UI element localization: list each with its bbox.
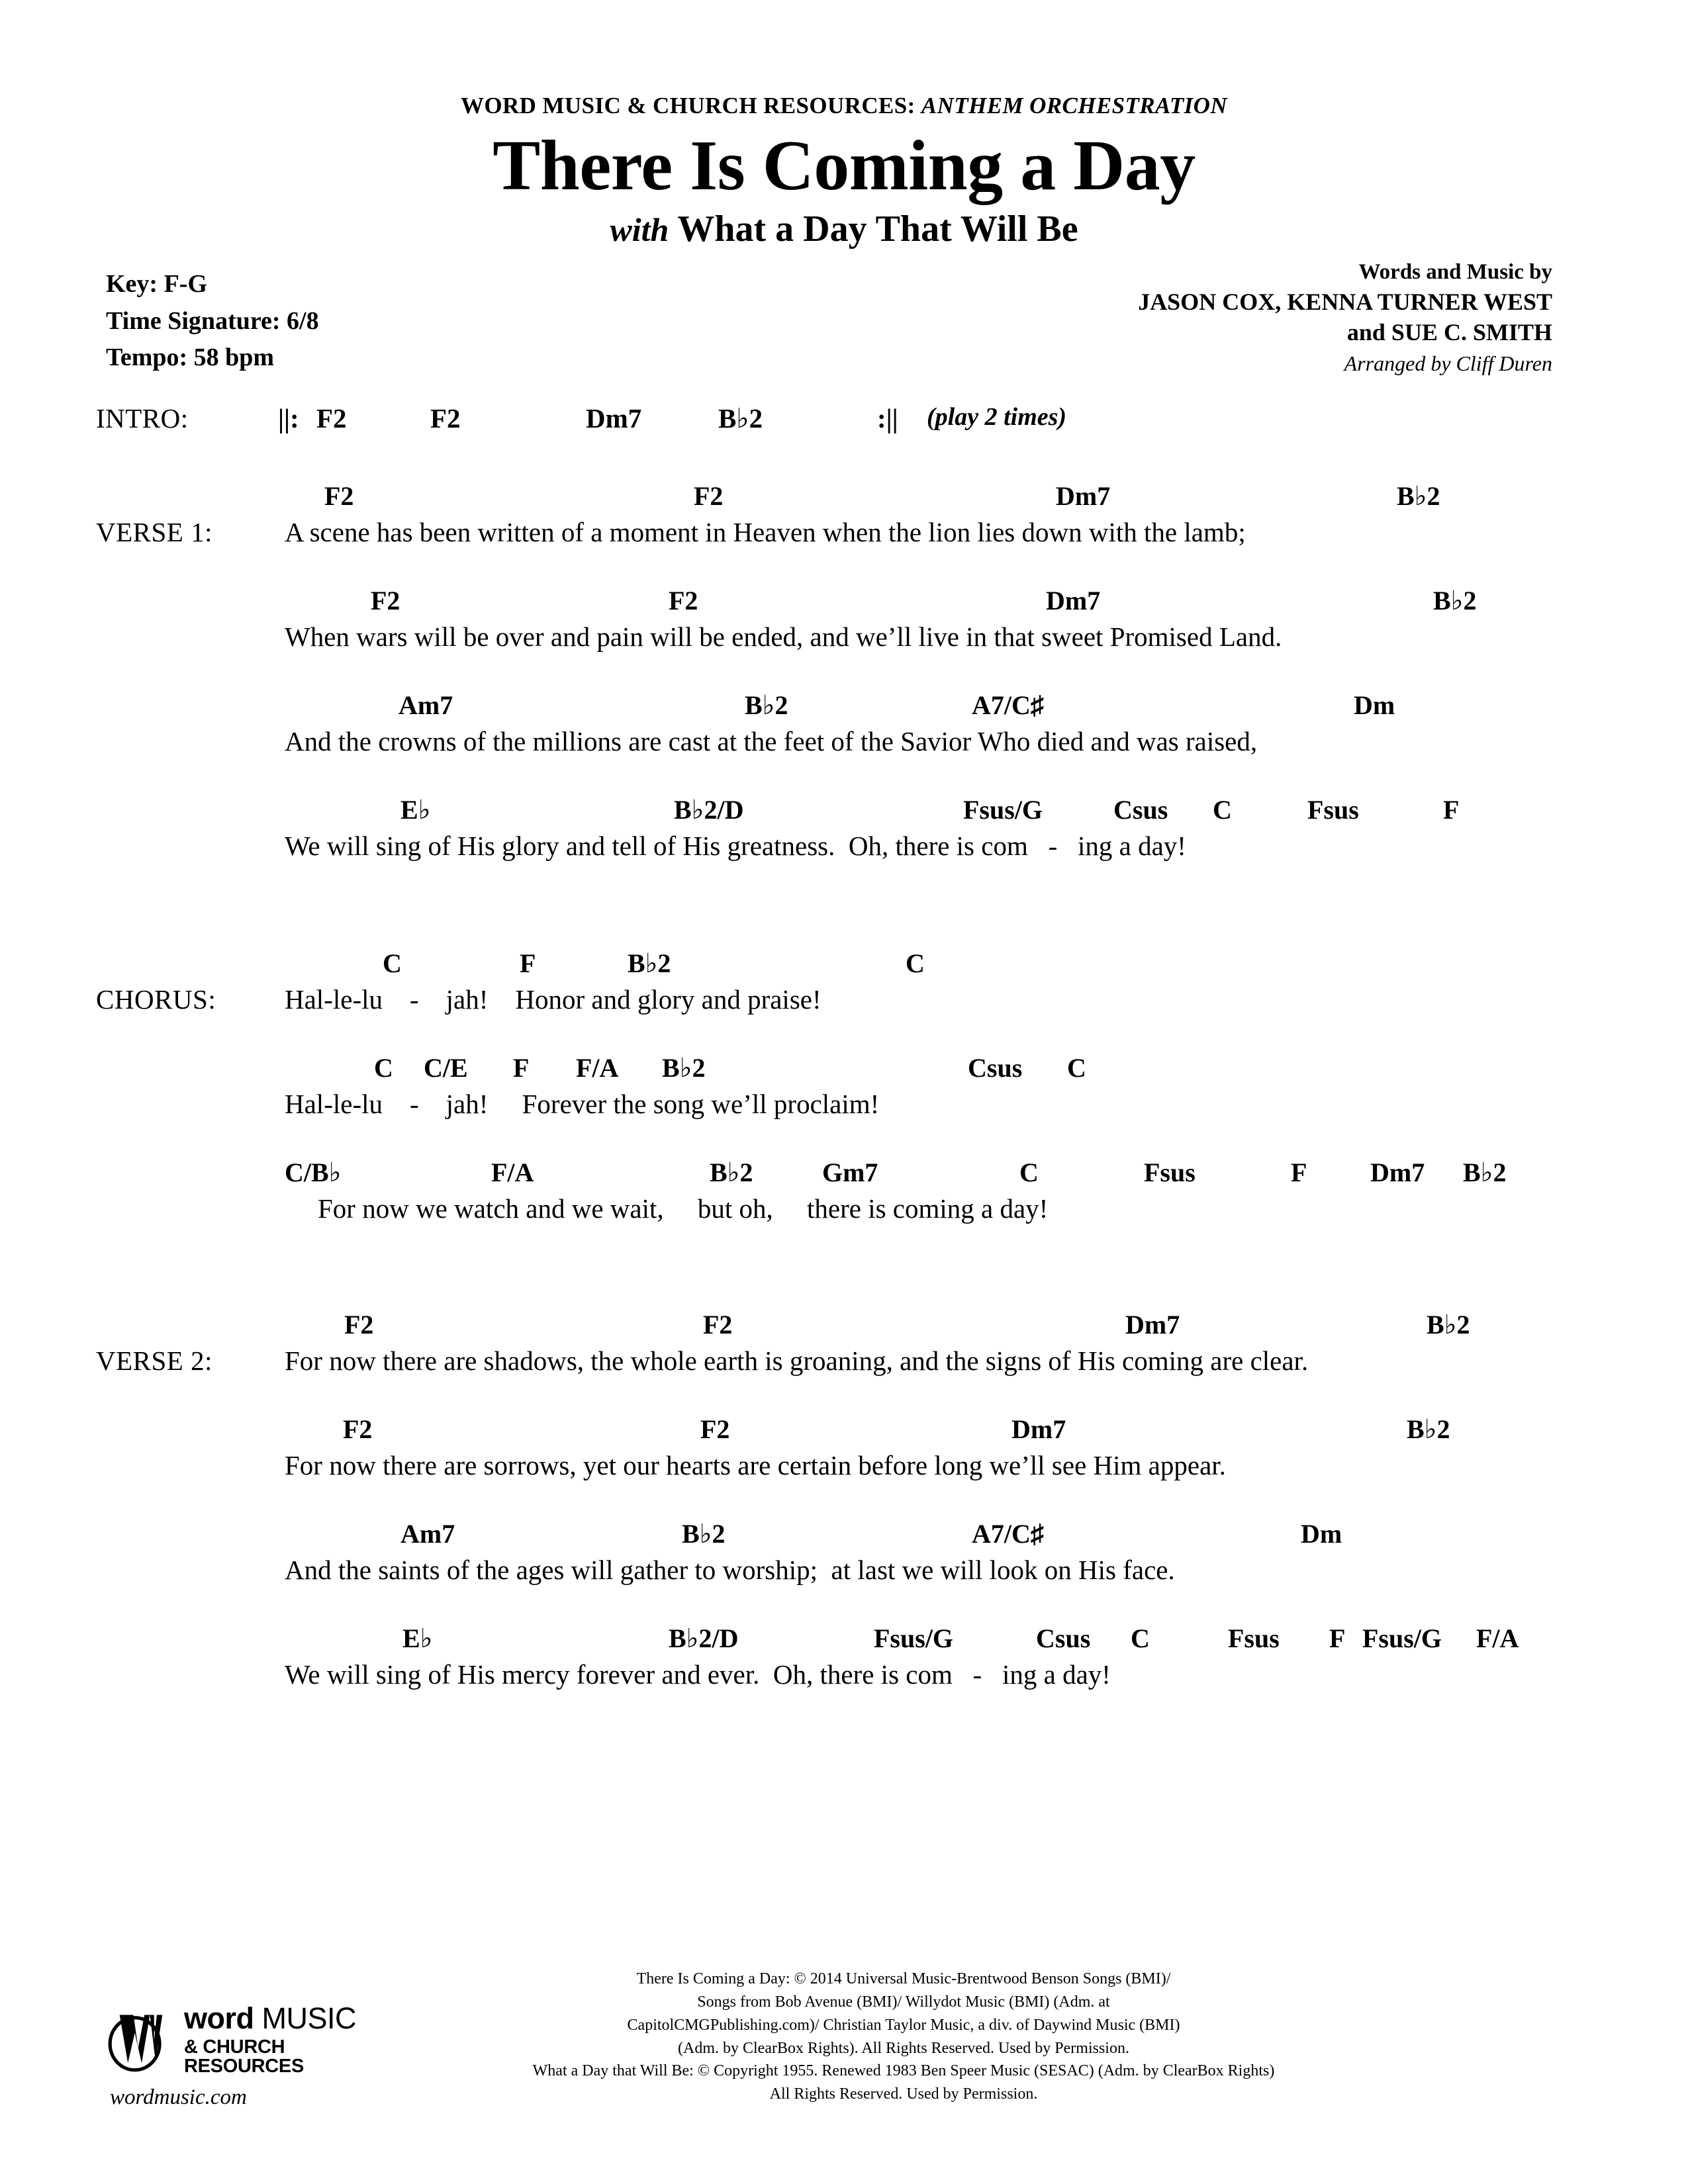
chord: E♭ — [400, 795, 431, 825]
chord: B♭2 — [1427, 1310, 1470, 1340]
chord: B♭2/D — [674, 795, 744, 825]
section-label-verse1: VERSE 1: — [96, 517, 212, 548]
chord: F2 — [324, 481, 354, 512]
chord: C/B♭ — [285, 1158, 342, 1188]
chordline — [0, 1623, 1688, 1659]
section-label-chorus: CHORUS: — [96, 984, 216, 1015]
chord: F/A — [1476, 1623, 1519, 1654]
lyricline — [0, 621, 1688, 659]
chord: B♭2 — [1407, 1414, 1450, 1445]
credit-words-music-by: Words and Music by — [1358, 260, 1552, 285]
copyright-line: (Adm. by ClearBox Rights). All Rights Reserved. Used by Permission. — [678, 2039, 1129, 2057]
logo-word-text: word — [184, 2001, 254, 2035]
copyright-line: All Rights Reserved. Used by Permission. — [769, 2085, 1038, 2103]
chord: Csus — [1113, 795, 1168, 825]
logo-subtitle: & CHURCH RESOURCES — [184, 2036, 304, 2077]
lyric-text: For now there are sorrows, yet our hearts are certain before long we’ll see Him appear. — [285, 1450, 1226, 1481]
intro-play-note: (play 2 times) — [927, 403, 1067, 432]
subtitle-text: What a Day That Will Be — [677, 208, 1078, 250]
repeat-open-sign: ||: — [278, 403, 299, 434]
page-header — [0, 0, 1688, 250]
chord: Dm — [1301, 1519, 1342, 1549]
chord: Fsus — [1144, 1158, 1196, 1188]
chordline — [0, 794, 1688, 830]
lyric-text: A scene has been written of a moment in Heaven when the lion lies down with the lamb; — [285, 517, 1246, 548]
chord: Fsus/G — [874, 1623, 954, 1654]
chord: Gm7 — [822, 1158, 878, 1188]
chord: Dm — [1354, 690, 1395, 721]
chordline — [0, 1414, 1688, 1449]
logo-music-text: MUSIC — [261, 2001, 357, 2035]
chordline — [0, 1518, 1688, 1554]
chord: B♭2 — [745, 690, 788, 721]
chord: F/A — [491, 1158, 534, 1188]
chordline — [0, 585, 1688, 621]
chord: B♭2 — [662, 1053, 706, 1083]
chordline — [0, 1309, 1688, 1345]
section-verse1 — [0, 480, 1688, 868]
intro-chord-2: F2 — [430, 403, 461, 434]
lyric-text: Hal-le-lu - jah! Honor and glory and praise! — [285, 984, 821, 1015]
chord: Dm7 — [1011, 1414, 1066, 1445]
copyright-line: Songs from Bob Avenue (BMI)/ Willydot Music (BMI) (Adm. at — [697, 1993, 1110, 2011]
chord: Am7 — [399, 690, 453, 721]
section-verse2 — [0, 1309, 1688, 1697]
lyric-text: For now there are shadows, the whole earth is groaning, and the signs of His coming are clear. — [285, 1345, 1309, 1377]
chord: A7/C♯ — [972, 1519, 1044, 1549]
section-label-intro: INTRO: — [96, 403, 189, 434]
chord: F — [520, 948, 536, 979]
chordline — [0, 1052, 1688, 1088]
chord: Dm7 — [1056, 481, 1111, 512]
series-line — [0, 93, 1688, 119]
chordline — [0, 480, 1688, 516]
chord: E♭ — [402, 1623, 433, 1654]
subtitle-with: with — [610, 211, 669, 249]
chord: Csus — [1036, 1623, 1091, 1654]
meta-credits-row — [0, 260, 1688, 385]
intro-chord-4: B♭2 — [718, 403, 763, 434]
series-prefix: WORD MUSIC & CHURCH RESOURCES: — [460, 93, 915, 118]
chord: Fsus — [1228, 1623, 1280, 1654]
lyric-text: For now we watch and we wait, but oh, there is coming a day! — [318, 1193, 1049, 1224]
chord: Fsus/G — [1362, 1623, 1442, 1654]
section-label-verse2: VERSE 2: — [96, 1345, 212, 1377]
chord: C — [1067, 1053, 1086, 1083]
song-meta — [106, 266, 319, 375]
page-footer — [0, 1938, 1688, 2110]
lyric-text: And the crowns of the millions are cast at the feet of the Savior Who died and was raised, — [285, 726, 1258, 757]
chord: Dm7 — [1046, 586, 1101, 616]
lyricline — [0, 1554, 1688, 1592]
section-chorus — [0, 948, 1688, 1231]
key-info: Key: F-G — [106, 270, 208, 298]
chord: B♭2 — [1463, 1158, 1507, 1188]
lyric-text: We will sing of His mercy forever and ever. Oh, there is com - ing a day! — [285, 1659, 1111, 1690]
copyright-block — [0, 1968, 1688, 2106]
lyricline — [0, 1088, 1688, 1126]
chord: C — [374, 1053, 393, 1083]
time-signature-info: Time Signature: 6/8 — [106, 306, 319, 335]
lyricline — [0, 830, 1688, 868]
chord: F — [1291, 1158, 1307, 1188]
chord: A7/C♯ — [972, 690, 1044, 721]
chord: B♭2 — [682, 1519, 726, 1549]
lyricline — [0, 516, 1688, 555]
logo-website-url[interactable]: wordmusic.com — [110, 2085, 247, 2109]
chord: B♭2 — [1397, 481, 1440, 512]
lyricline — [0, 1449, 1688, 1488]
chord: B♭2 — [628, 948, 671, 979]
page-subtitle — [0, 208, 1688, 250]
chord: C — [1131, 1623, 1150, 1654]
chord: C — [906, 948, 925, 979]
copyright-line: CapitolCMGPublishing.com)/ Christian Taylor Music, a div. of Daywind Music (BMI) — [627, 2016, 1180, 2034]
credit-authors-1: JASON COX, KENNA TURNER WEST — [1138, 288, 1552, 315]
lyric-text: Hal-le-lu - jah! Forever the song we’ll proclaim! — [285, 1089, 880, 1120]
credit-arranger: Arranged by Cliff Duren — [1344, 351, 1552, 375]
chord: F2 — [669, 586, 698, 616]
chord: C — [383, 948, 402, 979]
tempo-info: Tempo: 58 bpm — [106, 343, 275, 371]
chord: B♭2 — [710, 1158, 753, 1188]
chord: B♭2 — [1433, 586, 1477, 616]
chord: Dm7 — [1125, 1310, 1180, 1340]
chord: F2 — [694, 481, 724, 512]
intro-chord-1: F2 — [316, 403, 347, 434]
lyricline — [0, 725, 1688, 764]
chord: C/E — [424, 1053, 468, 1083]
lyric-text: And the saints of the ages will gather to worship; at last we will look on His face. — [285, 1555, 1175, 1586]
repeat-close-sign: :|| — [877, 403, 898, 434]
chord: F2 — [703, 1310, 733, 1340]
lyricline — [0, 1345, 1688, 1383]
chord: F2 — [343, 1414, 373, 1445]
lyricline — [0, 1193, 1688, 1231]
chord-chart-body — [0, 402, 1688, 1697]
chord: Dm7 — [1370, 1158, 1425, 1188]
chord: F — [1443, 795, 1460, 825]
chord: F/A — [576, 1053, 619, 1083]
credits-block — [1138, 258, 1552, 377]
chord: C — [1213, 795, 1232, 825]
chord: F2 — [700, 1414, 730, 1445]
lyricline — [0, 1659, 1688, 1697]
chord: Fsus/G — [963, 795, 1043, 825]
chord: F2 — [344, 1310, 374, 1340]
chord: Csus — [968, 1053, 1023, 1083]
chord: F — [513, 1053, 530, 1083]
chordline — [0, 1157, 1688, 1193]
chord: C — [1019, 1158, 1039, 1188]
intro-chord-3: Dm7 — [586, 403, 642, 434]
page-title: There Is Coming a Day — [492, 126, 1196, 205]
chord: F — [1329, 1623, 1346, 1654]
copyright-line: What a Day that Will Be: © Copyright 1955. Renewed 1983 Ben Speer Music (SESAC) (Adm. by ClearBox Rights) — [532, 2062, 1275, 2080]
chordline — [0, 690, 1688, 725]
copyright-line: There Is Coming a Day: © 2014 Universal Music-Brentwood Benson Songs (BMI)/ — [636, 1970, 1171, 1988]
chordline — [0, 948, 1688, 983]
chord: Fsus — [1307, 795, 1359, 825]
section-intro — [0, 402, 1688, 459]
lyricline — [0, 983, 1688, 1022]
lyric-text: When wars will be over and pain will be ended, and we’ll live in that sweet Promised Land. — [285, 621, 1282, 653]
series-italic: ANTHEM ORCHESTRATION — [921, 93, 1228, 118]
chord: F2 — [371, 586, 400, 616]
credit-authors-2: and SUE C. SMITH — [1346, 318, 1552, 345]
chord: B♭2/D — [669, 1623, 739, 1654]
lyric-text: We will sing of His glory and tell of His greatness. Oh, there is com - ing a day! — [285, 831, 1186, 862]
chord: Am7 — [400, 1519, 455, 1549]
